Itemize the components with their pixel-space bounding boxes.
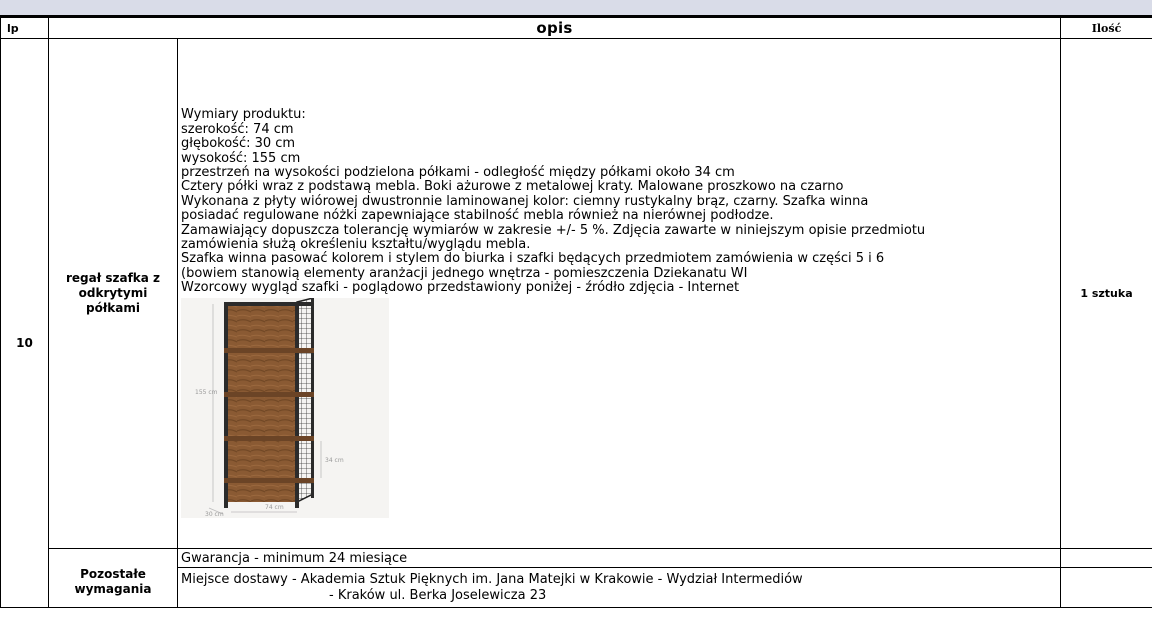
description-text bbox=[178, 69, 1060, 295]
warranty-text: Gwarancja - minimum 24 miesiące bbox=[178, 549, 1061, 568]
description-line: wysokość: 155 cm bbox=[181, 150, 301, 166]
warranty-quantity-empty bbox=[1061, 549, 1152, 568]
delivery-line-2: - Kraków ul. Berka Joselewicza 23 bbox=[329, 588, 547, 603]
description-line: Wzorcowy wygląd szafki - poglądowo przedstawiony poniżej - źródło zdjęcia - Internet bbox=[181, 280, 740, 296]
column-header-opis: opis bbox=[49, 18, 1061, 39]
shelf-product-image bbox=[181, 298, 389, 518]
shelf-illustration bbox=[181, 298, 389, 518]
description-line: posiadać regulowane nóżki zapewniające stabilność mebla również na nierównej podłodze. bbox=[181, 208, 774, 224]
description-line: Cztery półki wraz z podstawą mebla. Boki ażurowe z metalowej kraty. Malowane proszkowo na czarno bbox=[181, 179, 844, 195]
depth-dimension-label: 30 cm bbox=[205, 510, 224, 518]
delivery-quantity-empty bbox=[1061, 568, 1152, 608]
description-line: Wykonana z płyty wiórowej dwustronnie laminowanej kolor: ciemny rustykalny brąz, czarny. Szafka winna bbox=[181, 193, 869, 209]
shelf-dimension-label: 34 cm bbox=[325, 456, 344, 464]
warranty-row bbox=[1, 549, 1152, 568]
item-name: regał szafka z odkrytymi półkami bbox=[49, 39, 178, 549]
description-line: zamówienia służą określeniu kształtu/wyglądu mebla. bbox=[181, 236, 531, 252]
header-row bbox=[1, 18, 1152, 39]
item-number: 10 bbox=[1, 39, 49, 608]
delivery-cell bbox=[178, 568, 1061, 608]
description-line: Wymiary produktu: bbox=[181, 107, 306, 123]
other-requirements-label: Pozostałe wymagania bbox=[49, 549, 178, 608]
description-line: szerokość: 74 cm bbox=[181, 121, 294, 137]
width-dimension-label: 74 cm bbox=[265, 503, 284, 511]
description-line: przestrzeń na wysokości podzielona półkami - odległość między półkami około 34 cm bbox=[181, 165, 735, 181]
description-line: (bowiem stanowią elementy aranżacji jednego wnętrza - pomieszczenia Dziekanatu WI bbox=[181, 265, 748, 281]
item-quantity: 1 sztuka bbox=[1061, 39, 1152, 549]
description-line: Szafka winna pasować kolorem i stylem do biurka i szafki będących przedmiotem zamówienia w części 5 i 6 bbox=[181, 251, 885, 267]
specification-table bbox=[0, 17, 1152, 608]
item-description bbox=[178, 39, 1061, 549]
column-header-lp: lp bbox=[1, 18, 49, 39]
description-line: głębokość: 30 cm bbox=[181, 136, 296, 152]
height-dimension-label: 155 cm bbox=[195, 388, 218, 396]
column-header-ilosc: Ilość bbox=[1061, 18, 1152, 39]
item-row bbox=[1, 39, 1152, 549]
header-band bbox=[0, 0, 1152, 17]
delivery-line-1: Miejsce dostawy - Akademia Sztuk Pięknych im. Jana Matejki w Krakowie - Wydział Intermediów bbox=[181, 572, 803, 587]
description-line: Zamawiający dopuszcza tolerancję wymiarów w zakresie +/- 5 %. Zdjęcia zawarte w niniejszym opisie przedmiotu bbox=[181, 222, 926, 238]
